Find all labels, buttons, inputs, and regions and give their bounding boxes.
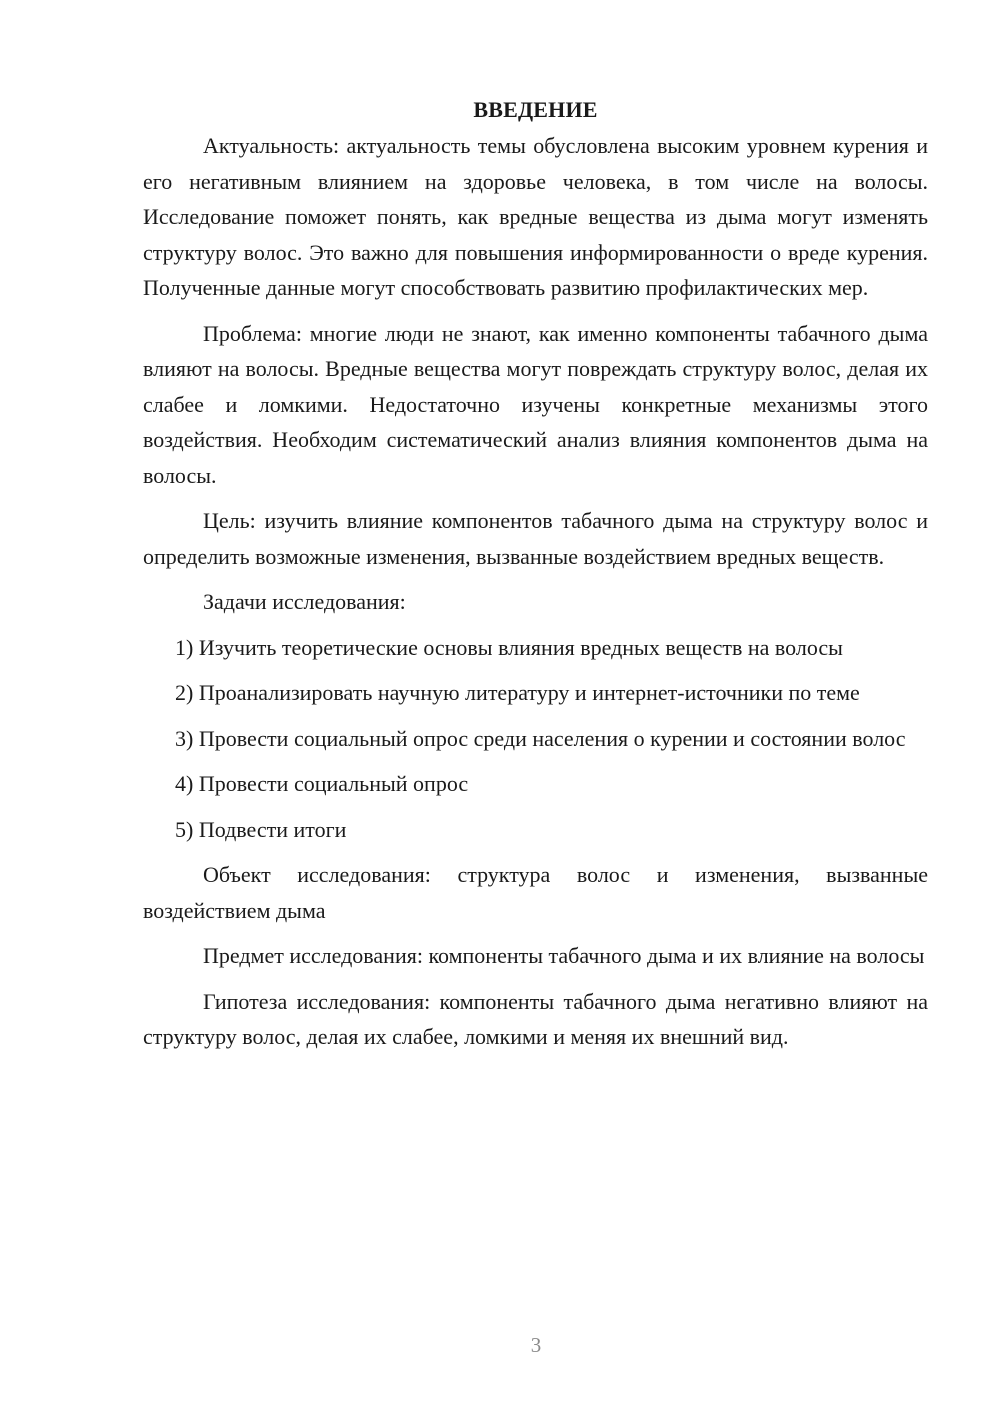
task-item-5: 5) Подвести итоги	[175, 816, 347, 842]
paragraph-goal: Цель: изучить влияние компонентов табачного дыма на структуру волос и определить возможные изменения, вызванные воздействием вредных веществ.	[143, 508, 928, 569]
document-page	[143, 92, 928, 1065]
page-number: 3	[530, 1333, 542, 1357]
tasks-list	[143, 630, 928, 848]
paragraph-relevance: Актуальность: актуальность темы обусловлена высоким уровнем курения и его негативным влиянием на здоровье человека, в том числе на волосы. Исследование поможет понять, как вредные вещества из дыма могут изменять структуру волос. Это важно для повышения информированности о вреде курения. Полученные данные могут способствовать развитию профилактических мер.	[143, 133, 928, 300]
task-item-2: 2) Проанализировать научную литературу и интернет-источники по теме	[175, 680, 860, 705]
paragraph-subject: Предмет исследования: компоненты табачного дыма и их влияние на волосы	[203, 943, 925, 968]
task-item-1: 1) Изучить теоретические основы влияния вредных веществ на волосы	[175, 634, 843, 660]
section-title: ВВЕДЕНИЕ	[473, 97, 598, 122]
paragraph-tasks-heading: Задачи исследования:	[203, 589, 406, 614]
task-item-3: 3) Провести социальный опрос среди населения о курении и состоянии волос	[175, 725, 906, 751]
paragraph-object: Объект исследования: структура волос и изменения, вызванные воздействием дыма	[143, 862, 928, 923]
paragraph-hypothesis: Гипотеза исследования: компоненты табачного дыма негативно влияют на структуру волос, делая их слабее, ломкими и меняя их внешний вид.	[143, 988, 928, 1049]
paragraph-problem: Проблема: многие люди не знают, как именно компоненты табачного дыма влияют на волосы. Вредные вещества могут повреждать структуру волос, делая их слабее и ломкими. Недостаточно изучены конкретные механизмы этого воздействия. Необходим систематический анализ влияния компонентов дыма на волосы.	[143, 320, 928, 488]
task-item-4: 4) Провести социальный опрос	[175, 771, 469, 796]
